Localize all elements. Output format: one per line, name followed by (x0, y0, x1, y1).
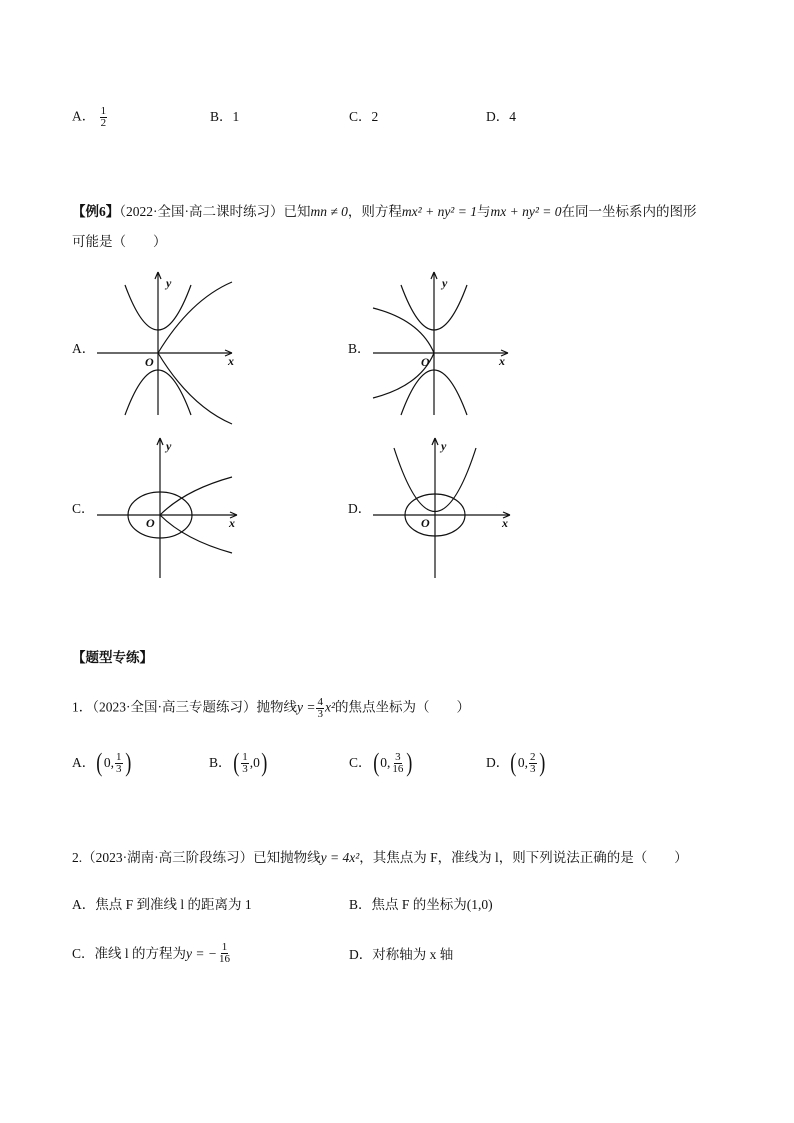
origin-label: O (146, 516, 155, 530)
q2-option-d[interactable]: D．对称轴为 x 轴 (349, 947, 454, 962)
section-title: 【题型专练】 (72, 650, 153, 665)
q1-option-c[interactable]: C． ( 0 , $\frac{3}{16}$ ) (349, 748, 413, 777)
y-label: y (442, 276, 448, 290)
coef-fraction: $\frac{4}{3}$ (317, 696, 323, 720)
x-label: x (502, 516, 508, 530)
graph-label-d[interactable]: D． (348, 501, 372, 516)
y-label: y (166, 276, 172, 290)
prev-option-c[interactable]: C．2 (349, 109, 379, 124)
q1-option-b[interactable]: B． ( $\frac{1}{3}$ , 0 ) (209, 748, 268, 777)
graph-label-b[interactable]: B． (348, 341, 371, 356)
origin-label: O (145, 355, 154, 369)
example-tag: 【例6】 (72, 204, 120, 219)
graph-label-a[interactable]: A． (72, 341, 96, 356)
y-label: y (166, 439, 172, 453)
fraction: $\frac{1}{2}$ (100, 105, 107, 129)
y-label: y (441, 439, 447, 453)
example-6-stem-line2: 可能是（ ） (72, 234, 167, 249)
x-label: x (499, 354, 505, 368)
prev-option-d[interactable]: D．4 (486, 109, 516, 124)
q1-option-a[interactable]: A． ( 0 , $\frac{1}{3}$ ) (72, 748, 131, 777)
graph-label-c[interactable]: C． (72, 501, 95, 516)
q2-option-c[interactable]: C．准线 l 的方程为 y = − $\frac{1}{16}$ (72, 941, 230, 965)
q2-option-b[interactable]: B．焦点 F 的坐标为(1,0) (349, 897, 493, 912)
origin-label: O (421, 355, 430, 369)
q1-option-d[interactable]: D． ( 0 , $\frac{2}{3}$ ) (486, 748, 545, 777)
prev-option-b[interactable]: B．1 (210, 109, 240, 124)
question-1-stem: 1．（2023·全国·高三专题练习）抛物线y = $\frac{4}{3}$ x²的焦点坐标为（ ） (72, 696, 471, 720)
question-2-stem: 2.（2023·湖南·高三阶段练习）已知抛物线y = 4x²，其焦点为 F，准线为 l，则下列说法正确的是（ ） (72, 850, 688, 865)
x-label: x (229, 516, 235, 530)
example-6-stem: 【例6】（2022·全国·高二课时练习）已知mn ≠ 0，则方程mx² + ny² = 1与mx + ny² = 0在同一坐标系内的图形 (72, 204, 697, 219)
origin-label: O (421, 516, 430, 530)
prev-option-a[interactable]: A． $\frac{1}{2}$ (72, 105, 107, 129)
q2-option-a[interactable]: A．焦点 F 到准线 l 的距离为 1 (72, 897, 252, 912)
x-label: x (228, 354, 234, 368)
